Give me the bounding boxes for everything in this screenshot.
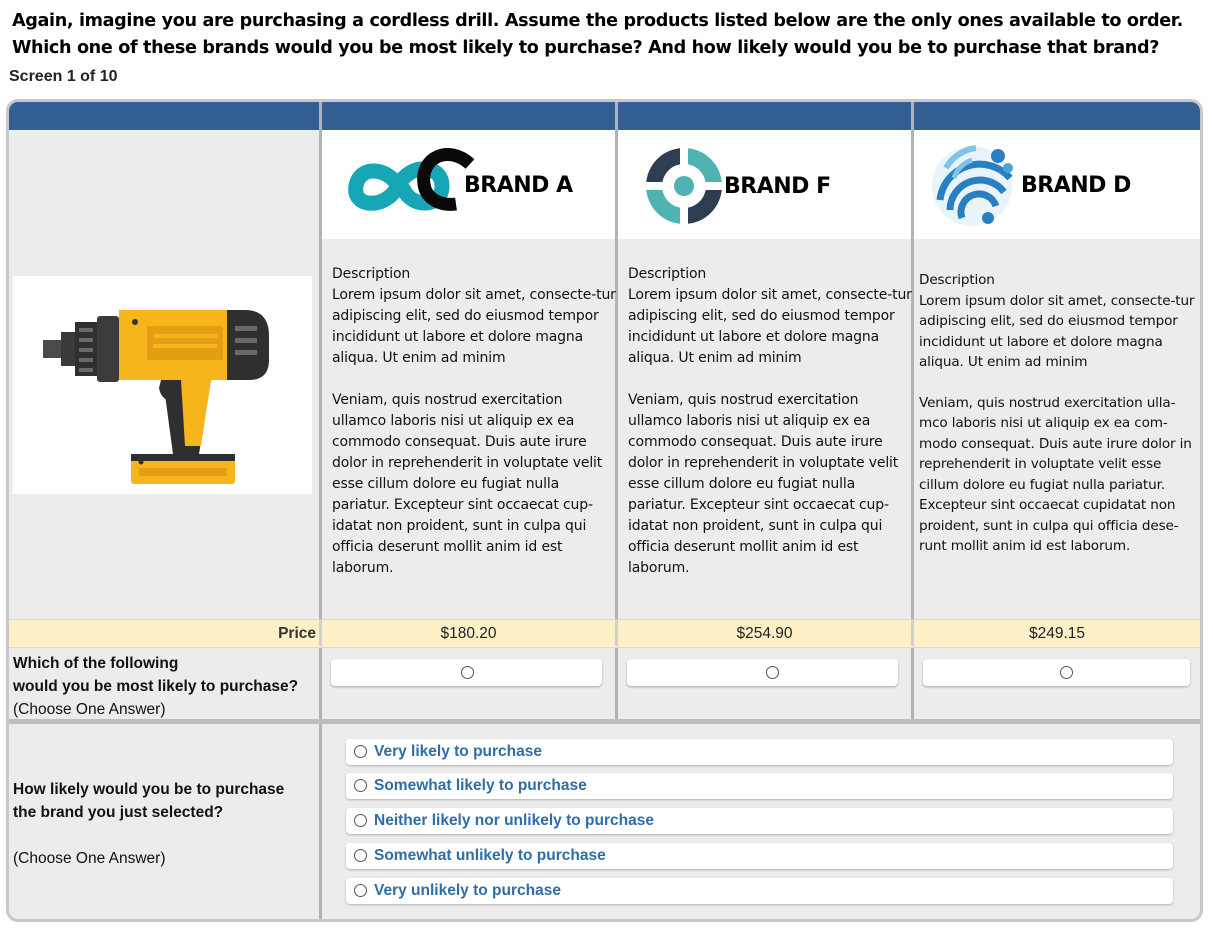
- header-bar: [914, 102, 1200, 130]
- description-heading: Description: [332, 266, 411, 282]
- radio-circle-icon[interactable]: [354, 814, 367, 827]
- column-divider: [319, 619, 322, 646]
- choice-question: [13, 652, 298, 721]
- radio-circle-icon[interactable]: [1060, 666, 1073, 679]
- likelihood-question-line-2: the brand you just selected?: [13, 804, 224, 821]
- question-line-2: Which one of these brands would you be most likely to purchase? And how likely would you be to purchase that brand?: [12, 38, 1160, 58]
- choice-table: [6, 99, 1203, 922]
- description-paragraph: Lorem ipsum dolor sit amet, consecte-tur adipiscing elit, sed do eiusmod tempor incididunt ut labore et dolore magna aliqua. Ut enim ad minim: [628, 287, 912, 366]
- brand-f-price: $254.90: [736, 625, 793, 642]
- target-logo-icon: [636, 138, 732, 234]
- description-heading: Description: [628, 266, 707, 282]
- description-paragraph: Lorem ipsum dolor sit amet, consecte-tur adipiscing elit, sed do eiusmod tempor incididunt ut labore et dolore magna aliqua. Ut enim ad minim: [332, 287, 616, 366]
- radio-circle-icon[interactable]: [354, 779, 367, 792]
- brand-f-name: BRAND F: [724, 174, 831, 199]
- option-somewhat-likely[interactable]: [346, 773, 1173, 799]
- header-bar: [322, 102, 615, 130]
- radio-circle-icon[interactable]: [354, 745, 367, 758]
- brand-f-description: [628, 264, 912, 579]
- option-label[interactable]: Somewhat unlikely to purchase: [374, 847, 606, 864]
- option-label[interactable]: Very unlikely to purchase: [374, 882, 561, 899]
- brand-a-select-button[interactable]: [331, 659, 602, 686]
- brand-f-logo: [618, 130, 911, 239]
- brand-a-description: [332, 264, 616, 579]
- radio-circle-icon[interactable]: [766, 666, 779, 679]
- brand-d-logo: [914, 130, 1200, 239]
- price-row: [9, 619, 1200, 648]
- option-very-unlikely[interactable]: [346, 878, 1173, 904]
- infinity-logo-icon: [338, 138, 478, 228]
- choice-question-line-2: would you be most likely to purchase?: [13, 678, 299, 695]
- brand-d-description: [919, 270, 1197, 557]
- brand-d-name: BRAND D: [1021, 173, 1131, 198]
- likelihood-question: [13, 778, 284, 870]
- likelihood-question-hint: (Choose One Answer): [13, 850, 166, 867]
- section-divider: [9, 719, 1200, 724]
- option-very-likely[interactable]: [346, 739, 1173, 765]
- brand-a-price: $180.20: [440, 625, 497, 642]
- column-divider: [319, 724, 322, 919]
- column-divider: [615, 619, 618, 646]
- drill-image: [13, 276, 312, 494]
- description-paragraph: Veniam, quis nostrud exercitation ullamco laboris nisi ut aliquip ex ea commodo consequat. Duis aute irure dolor in reprehenderit in voluptate velit esse cillum dolore eu fugiat nulla pariatur. Excepteur sint occaecat cup-idatat non proident, sunt in culpa qui officia deserunt mollit anim id est laborum.: [332, 392, 603, 576]
- description-paragraph: Lorem ipsum dolor sit amet, consecte-tur adipiscing elit, sed do eiusmod tempor incididunt ut labore et dolore magna aliqua. Ut enim ad minim: [919, 292, 1195, 370]
- option-somewhat-unlikely[interactable]: [346, 843, 1173, 869]
- description-paragraph: Veniam, quis nostrud exercitation ulla-mco laboris nisi ut aliquip ex ea com-modo consequat. Duis aute irure dolor in reprehenderit in voluptate velit esse cillum dolore eu fugiat nulla pariatur. Excepteur sint occaecat cupidatat non proident, sunt in culpa qui officia dese-runt mollit anim id est laborum.: [919, 394, 1192, 554]
- likelihood-question-line-1: How likely would you be to purchase: [13, 781, 285, 798]
- option-neither[interactable]: [346, 808, 1173, 834]
- brand-a-logo: [322, 130, 615, 239]
- brand-a-name: BRAND A: [464, 173, 573, 198]
- description-heading: Description: [919, 272, 995, 288]
- radio-circle-icon[interactable]: [461, 666, 474, 679]
- screen-counter: Screen 1 of 10: [9, 68, 118, 85]
- header-bar: [618, 102, 911, 130]
- description-paragraph: Veniam, quis nostrud exercitation ullamco laboris nisi ut aliquip ex ea commodo consequat. Duis aute irure dolor in reprehenderit in voluptate velit esse cillum dolore eu fugiat nulla pariatur. Excepteur sint occaecat cup-idatat non proident, sunt in culpa qui officia deserunt mollit anim id est laborum.: [628, 392, 899, 576]
- radio-circle-icon[interactable]: [354, 849, 367, 862]
- header-bar: [9, 102, 319, 130]
- choice-question-line-1: Which of the following: [13, 655, 179, 672]
- radio-circle-icon[interactable]: [354, 884, 367, 897]
- signal-logo-icon: [926, 138, 1022, 234]
- drill-icon: [13, 276, 312, 494]
- brand-f-select-button[interactable]: [627, 659, 898, 686]
- option-label[interactable]: Neither likely nor unlikely to purchase: [374, 812, 654, 829]
- question-text: [12, 8, 1207, 62]
- option-label[interactable]: Somewhat likely to purchase: [374, 777, 587, 794]
- price-label: Price: [278, 625, 316, 642]
- column-divider: [911, 619, 914, 646]
- brand-d-select-button[interactable]: [923, 659, 1190, 686]
- question-line-1: Again, imagine you are purchasing a cordless drill. Assume the products listed below are the only ones available to order.: [12, 11, 1183, 31]
- choice-question-hint: (Choose One Answer): [13, 701, 166, 718]
- option-label[interactable]: Very likely to purchase: [374, 743, 543, 760]
- brand-d-price: $249.15: [1028, 625, 1086, 642]
